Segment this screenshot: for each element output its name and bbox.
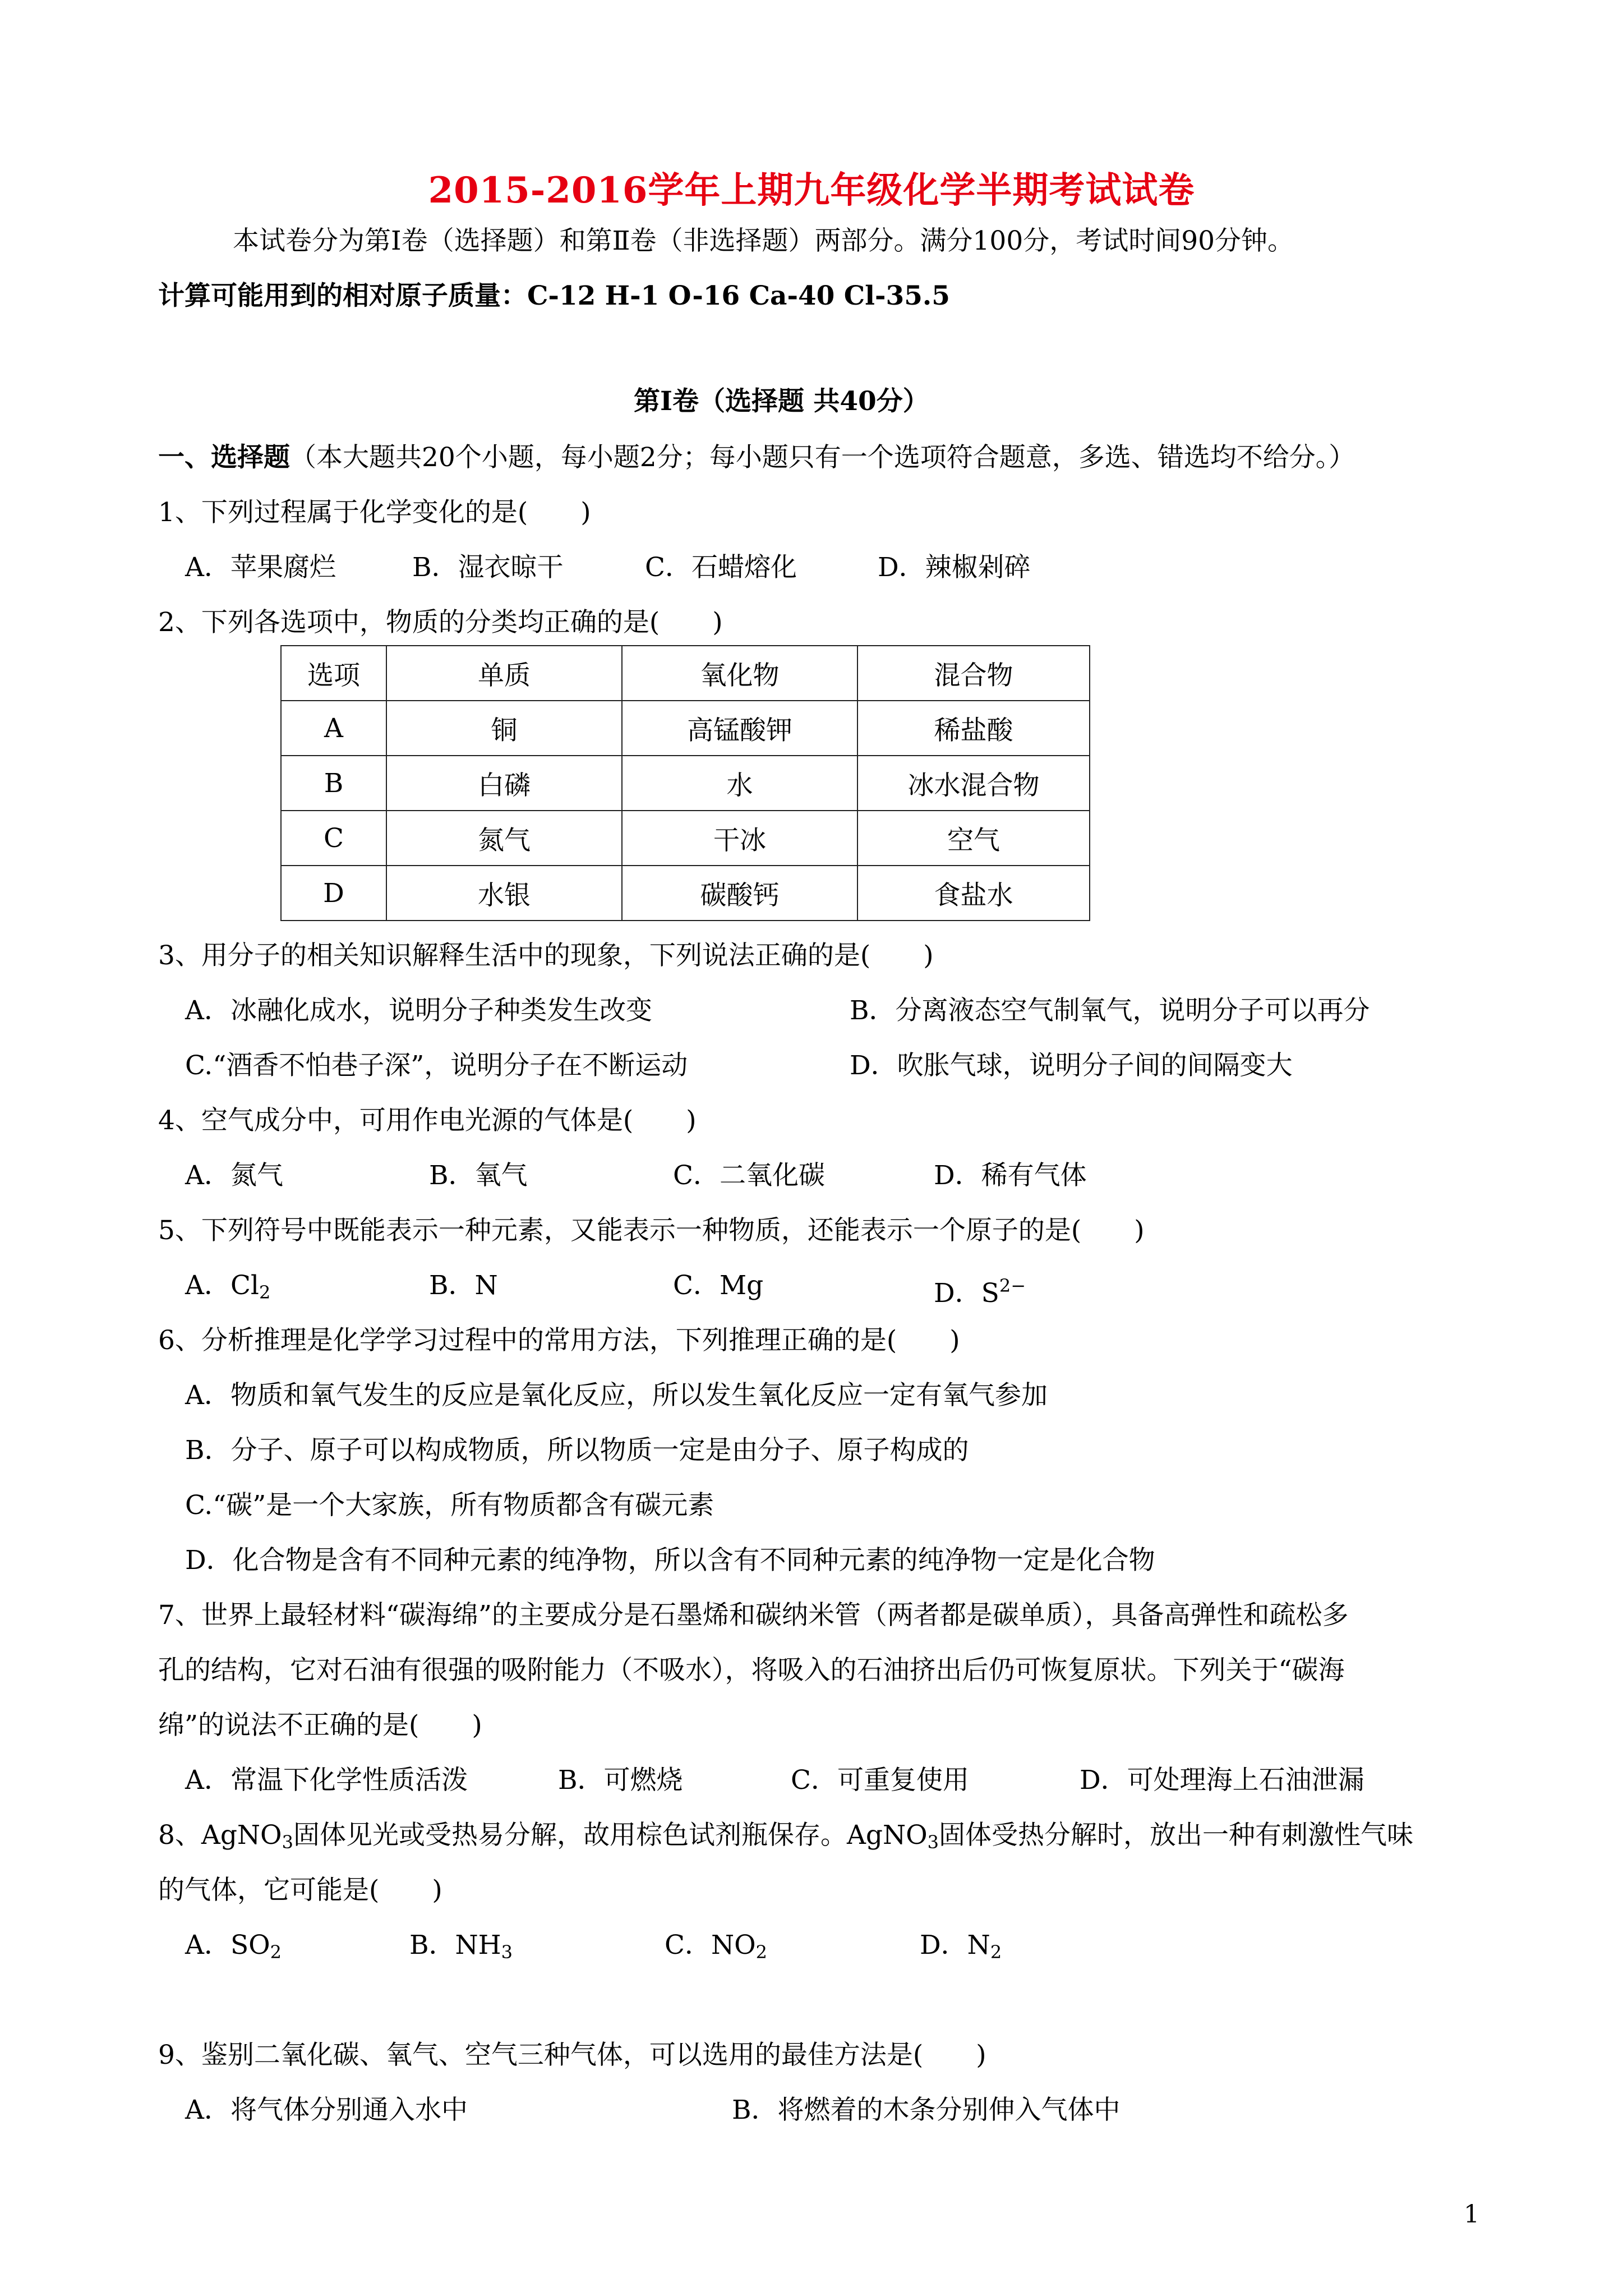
q8-option-c: C．$NO_2$ [665, 1930, 767, 1963]
q4-option-d: D．稀有气体 [934, 1160, 1087, 1191]
q5-option-a: A．$Cl_2$ [185, 1270, 271, 1303]
q7-stem-line3: 绵”的说法不正确的是( ) [158, 1710, 482, 1741]
q4-option-b: B．氧气 [429, 1160, 528, 1191]
table-cell: C [281, 811, 386, 866]
table-header-cell: 混合物 [857, 646, 1090, 701]
q9-option-b: B．将燃着的木条分别伸入气体中 [732, 2095, 1121, 2125]
q9-stem: 9、鉴别二氧化碳、氧气、空气三种气体，可以选用的最佳方法是( ) [158, 2040, 986, 2070]
page-title: 2015-2016学年上期九年级化学半期考试试卷 [428, 169, 1195, 211]
table-cell: 氮气 [386, 811, 622, 866]
q1-option-a: A．苹果腐烂 [185, 552, 336, 583]
q5-option-d: D．$S^{2-}$ [934, 1275, 1026, 1309]
q8-stem-line1: 8、AgNO$_3$固体见光或受热易分解，故用棕色试剂瓶保存。AgNO$_3$固体受热分解时，放出一种有刺激性气味 [158, 1820, 1413, 1853]
q8-option-d: D．$N_2$ [920, 1930, 1002, 1963]
table-cell: 水银 [386, 866, 622, 921]
q4-stem: 4、空气成分中，可用作电光源的气体是( ) [158, 1105, 697, 1136]
classification-table [280, 645, 1090, 921]
q4-option-a: A．氮气 [185, 1160, 283, 1191]
part1-heading: 第Ⅰ卷（选择题 共40分） [634, 386, 929, 417]
q8-option-b: B．$NH_3$ [409, 1930, 513, 1963]
table-cell: 高锰酸钾 [622, 701, 857, 756]
table-cell: A [281, 701, 386, 756]
section1-heading [158, 441, 1355, 475]
q8-option-a: A．$SO_2$ [185, 1930, 282, 1963]
q7-option-c: C．可重复使用 [791, 1765, 969, 1796]
table-header-cell: 氧化物 [622, 646, 857, 701]
page-number: 1 [1464, 2200, 1479, 2229]
q6-option-d: D．化合物是含有不同种元素的纯净物，所以含有不同种元素的纯净物一定是化合物 [185, 1545, 1155, 1576]
q5-option-c: C．Mg [673, 1270, 764, 1301]
q6-option-b: B．分子、原子可以构成物质，所以物质一定是由分子、原子构成的 [185, 1435, 969, 1466]
q3-option-d: D．吹胀气球，说明分子间的间隔变大 [850, 1050, 1293, 1081]
q9-option-a: A．将气体分别通入水中 [185, 2095, 468, 2125]
table-header-cell: 单质 [386, 646, 622, 701]
q6-option-a: A．物质和氧气发生的反应是氧化反应，所以发生氧化反应一定有氧气参加 [185, 1380, 1048, 1411]
table-row [281, 756, 1090, 811]
table-header-cell: 选项 [281, 646, 386, 701]
q1-option-d: D．辣椒剁碎 [878, 552, 1031, 583]
q5-option-b: B．N [429, 1270, 498, 1301]
table-cell: B [281, 756, 386, 811]
table-row [281, 866, 1090, 921]
q1-stem: 1、下列过程属于化学变化的是( ) [158, 497, 591, 528]
table-cell: 冰水混合物 [857, 756, 1090, 811]
table-cell: 干冰 [622, 811, 857, 866]
q3-option-a: A．冰融化成水，说明分子种类发生改变 [185, 995, 652, 1026]
q3-option-c: C.“酒香不怕巷子深”，说明分子在不断运动 [185, 1050, 688, 1081]
table-cell: D [281, 866, 386, 921]
table-cell: 铜 [386, 701, 622, 756]
q3-stem: 3、用分子的相关知识解释生活中的现象，下列说法正确的是( ) [158, 940, 934, 971]
q5-stem: 5、下列符号中既能表示一种元素，又能表示一种物质，还能表示一个原子的是( ) [158, 1215, 1145, 1246]
table-cell: 白磷 [386, 756, 622, 811]
exam-intro: 本试卷分为第Ⅰ卷（选择题）和第Ⅱ卷（非选择题）两部分。满分100分，考试时间90分钟。 [233, 226, 1294, 256]
q6-option-c: C.“碳”是一个大家族，所有物质都含有碳元素 [185, 1490, 714, 1521]
q1-option-c: C．石蜡熔化 [645, 552, 797, 583]
section1-label: 一、选择题 [158, 442, 290, 473]
q8-stem-line2: 的气体，它可能是( ) [158, 1875, 442, 1906]
q2-stem: 2、下列各选项中，物质的分类均正确的是( ) [158, 607, 723, 638]
table-row [281, 811, 1090, 866]
table-cell: 空气 [857, 811, 1090, 866]
table-cell: 水 [622, 756, 857, 811]
table-header-row [281, 646, 1090, 701]
table-cell: 食盐水 [857, 866, 1090, 921]
q7-stem-line2: 孔的结构，它对石油有很强的吸附能力（不吸水），将吸入的石油挤出后仍可恢复原状。下列关于“碳海 [158, 1655, 1345, 1686]
table-row [281, 701, 1090, 756]
q7-option-a: A．常温下化学性质活泼 [185, 1765, 468, 1796]
table-cell: 碳酸钙 [622, 866, 857, 921]
q3-option-b: B．分离液态空气制氧气，说明分子可以再分 [850, 995, 1370, 1026]
section1-desc: （本大题共20个小题，每小题2分；每小题只有一个选项符合题意，多选、错选均不给分。） [290, 442, 1355, 473]
q4-option-c: C．二氧化碳 [673, 1160, 825, 1191]
q7-option-b: B．可燃烧 [558, 1765, 683, 1796]
q1-option-b: B．湿衣晾干 [412, 552, 564, 583]
q7-stem-line1: 7、世界上最轻材料“碳海绵”的主要成分是石墨烯和碳纳米管（两者都是碳单质），具备高弹性和疏松多 [158, 1600, 1349, 1631]
q6-stem: 6、分析推理是化学学习过程中的常用方法，下列推理正确的是( ) [158, 1325, 960, 1356]
atomic-masses: 计算可能用到的相对原子质量：C-12 H-1 O-16 Ca-40 Cl-35.5 [158, 280, 950, 311]
table-cell: 稀盐酸 [857, 701, 1090, 756]
q7-option-d: D．可处理海上石油泄漏 [1080, 1765, 1364, 1796]
